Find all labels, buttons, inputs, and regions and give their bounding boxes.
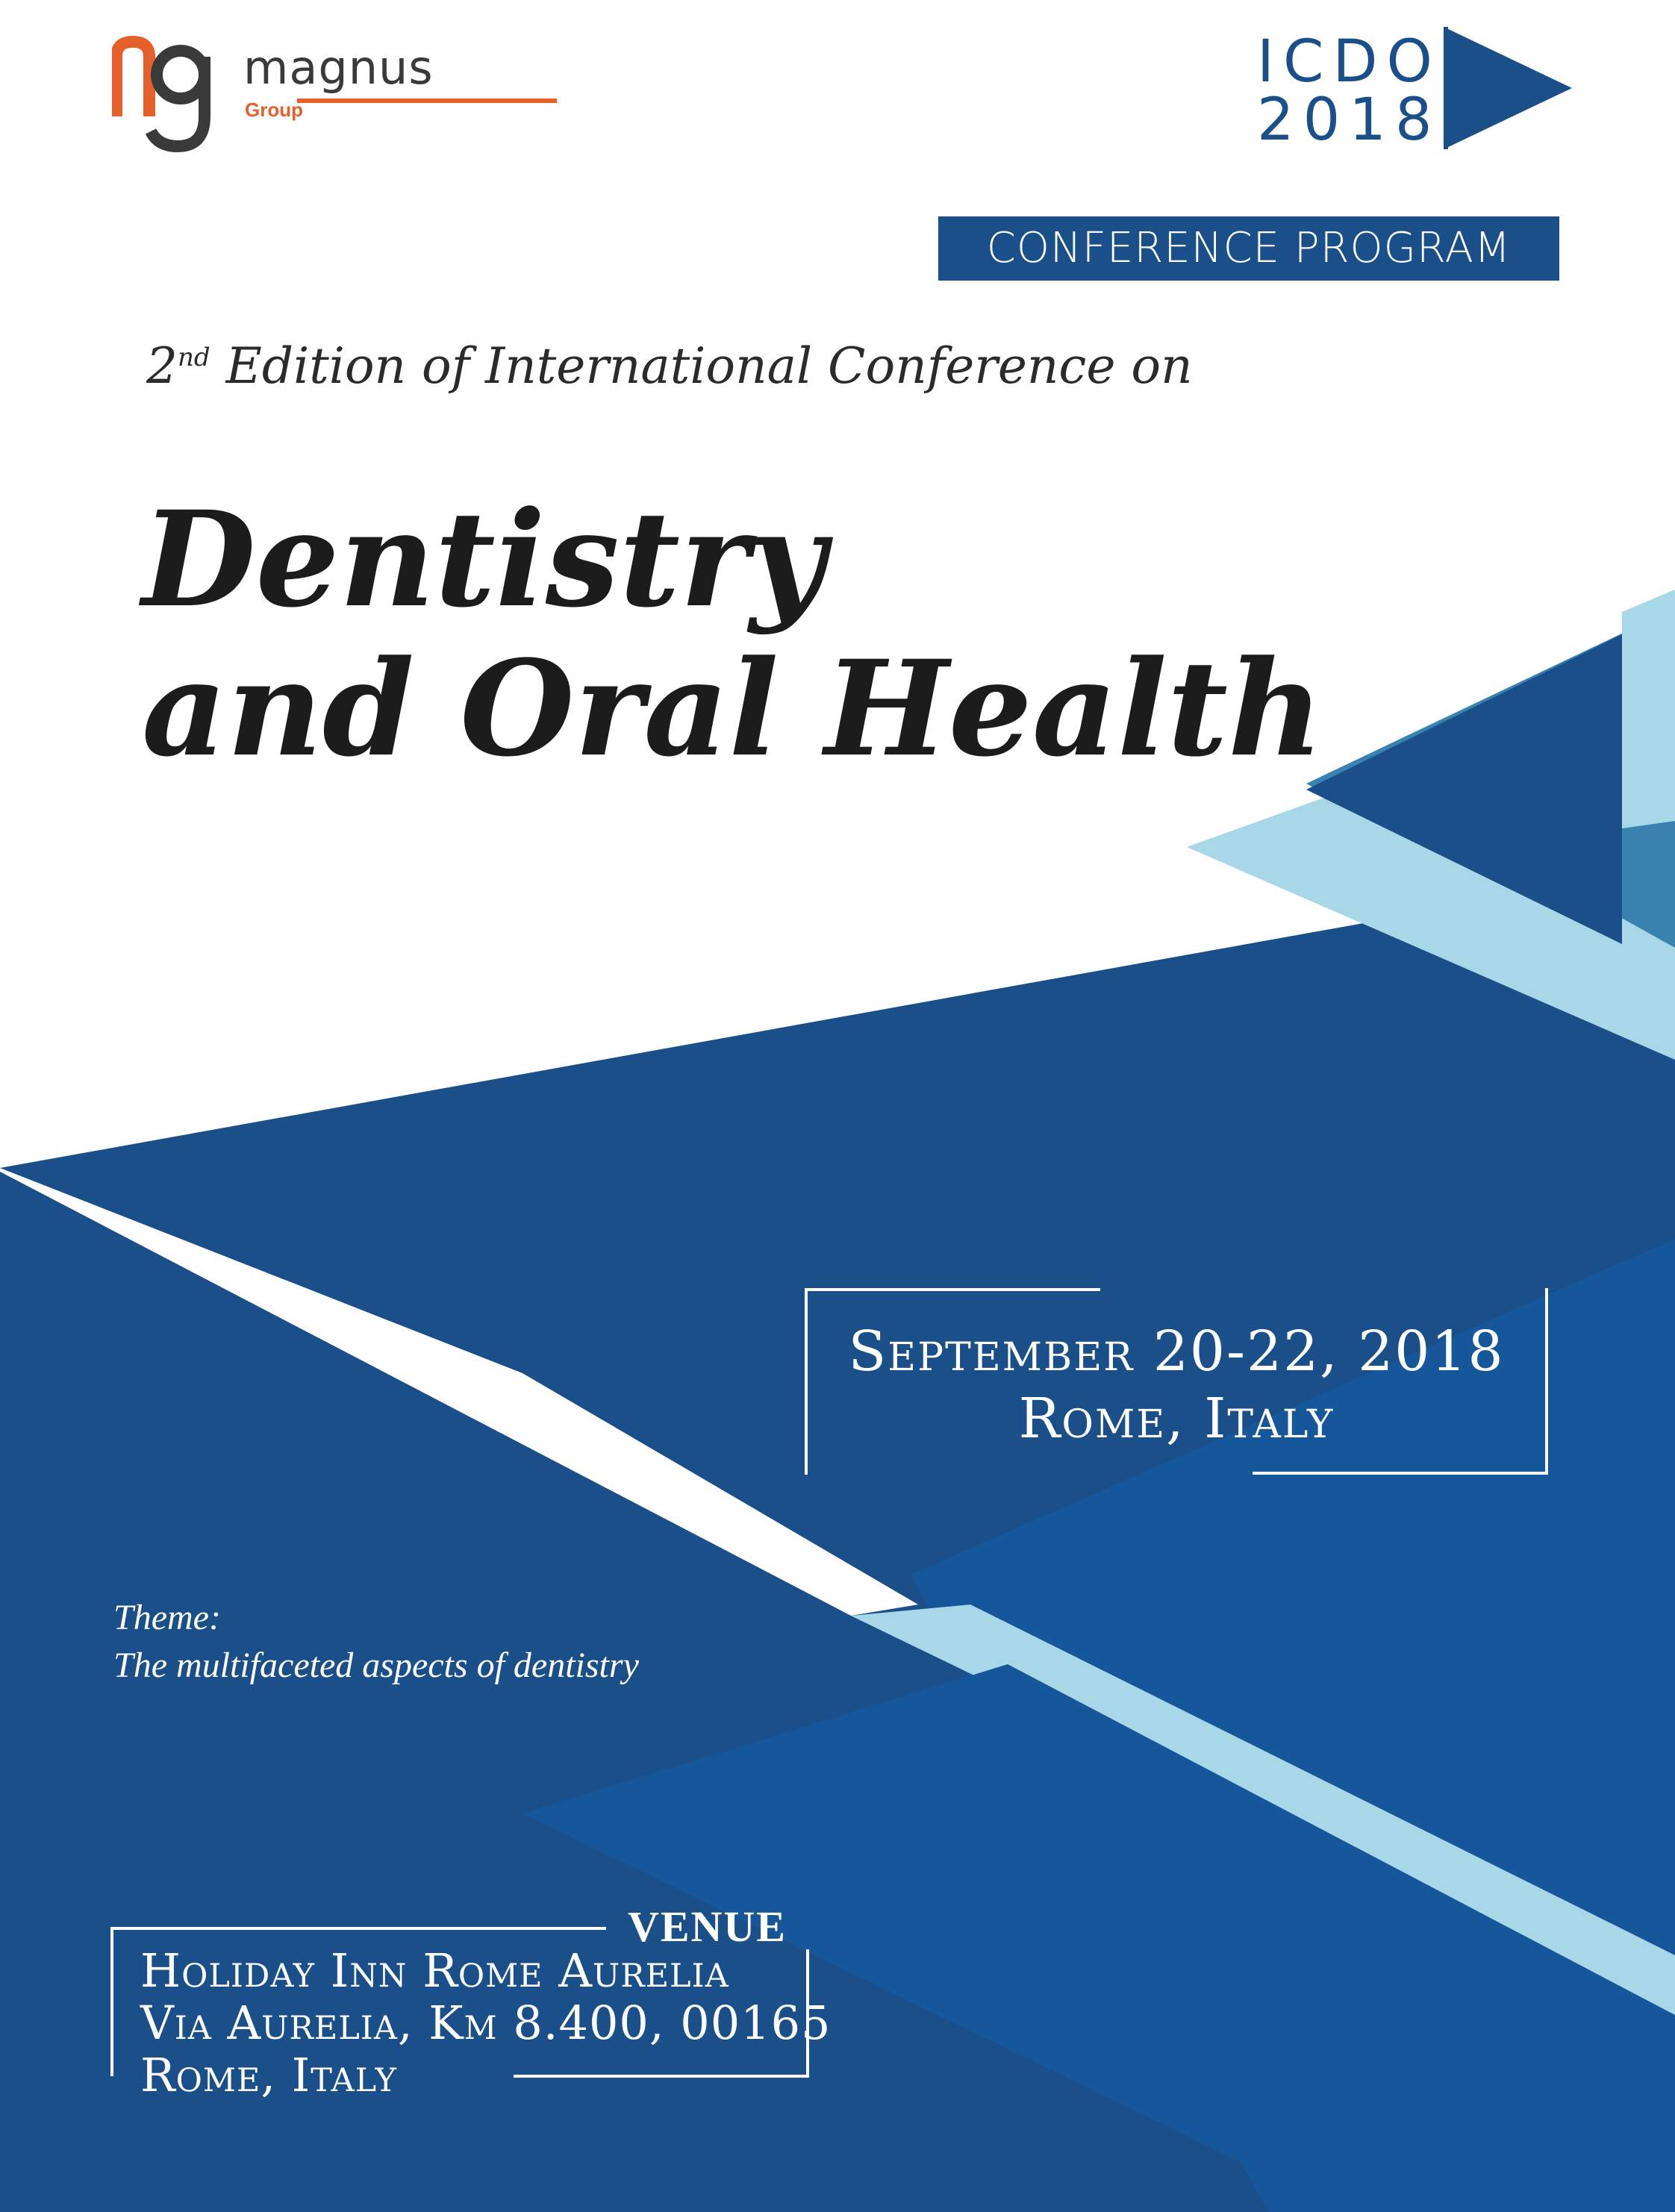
venue-heading: VENUE: [627, 1902, 787, 1951]
frame-line: [514, 2075, 809, 2078]
play-triangle-icon: [1444, 27, 1572, 149]
venue-city: Rome, Italy: [140, 2048, 397, 2102]
logo-subtext: Group: [245, 99, 303, 121]
logo-underline: [297, 99, 557, 103]
edition-ordinal: nd: [178, 343, 210, 372]
theme-block: [113, 1594, 639, 1690]
mg-logo-icon: [112, 27, 239, 154]
conference-program-label: CONFERENCE PROGRAM: [938, 216, 1559, 281]
event-city: Rome, Italy: [1018, 1387, 1335, 1451]
frame-line: [110, 1927, 113, 2076]
venue-box: [110, 1902, 832, 2102]
frame-line: [1253, 1472, 1548, 1475]
conference-title: [142, 482, 1323, 786]
venue-address: Via Aurelia, Km 8.400, 00165: [140, 1996, 832, 2050]
title-line-1: Dentistry: [142, 482, 826, 637]
theme-label: Theme:: [113, 1598, 221, 1637]
frame-line: [805, 1288, 1100, 1291]
edition-number: 2: [146, 337, 178, 395]
event-badge: [1244, 27, 1572, 154]
light-blue-stripe-right: [1622, 590, 1675, 828]
frame-line: [110, 1927, 606, 1930]
logo-wordmark: magnus: [243, 40, 434, 95]
date-text: [805, 1318, 1548, 1452]
title-line-2: and Oral Health: [142, 631, 1323, 786]
edition-subtitle: [146, 337, 1193, 395]
organizer-logo: [112, 27, 455, 154]
venue-hotel: Holiday Inn Rome Aurelia: [140, 1943, 729, 1998]
event-year: 2018: [1257, 87, 1441, 154]
event-dates: September 20-22, 2018: [848, 1319, 1505, 1384]
date-location-box: [805, 1288, 1548, 1475]
theme-text: The multifaceted aspects of dentistry: [113, 1646, 639, 1685]
event-acronym: ICDO: [1257, 28, 1441, 96]
edition-text: Edition of International Conference on: [210, 337, 1193, 395]
